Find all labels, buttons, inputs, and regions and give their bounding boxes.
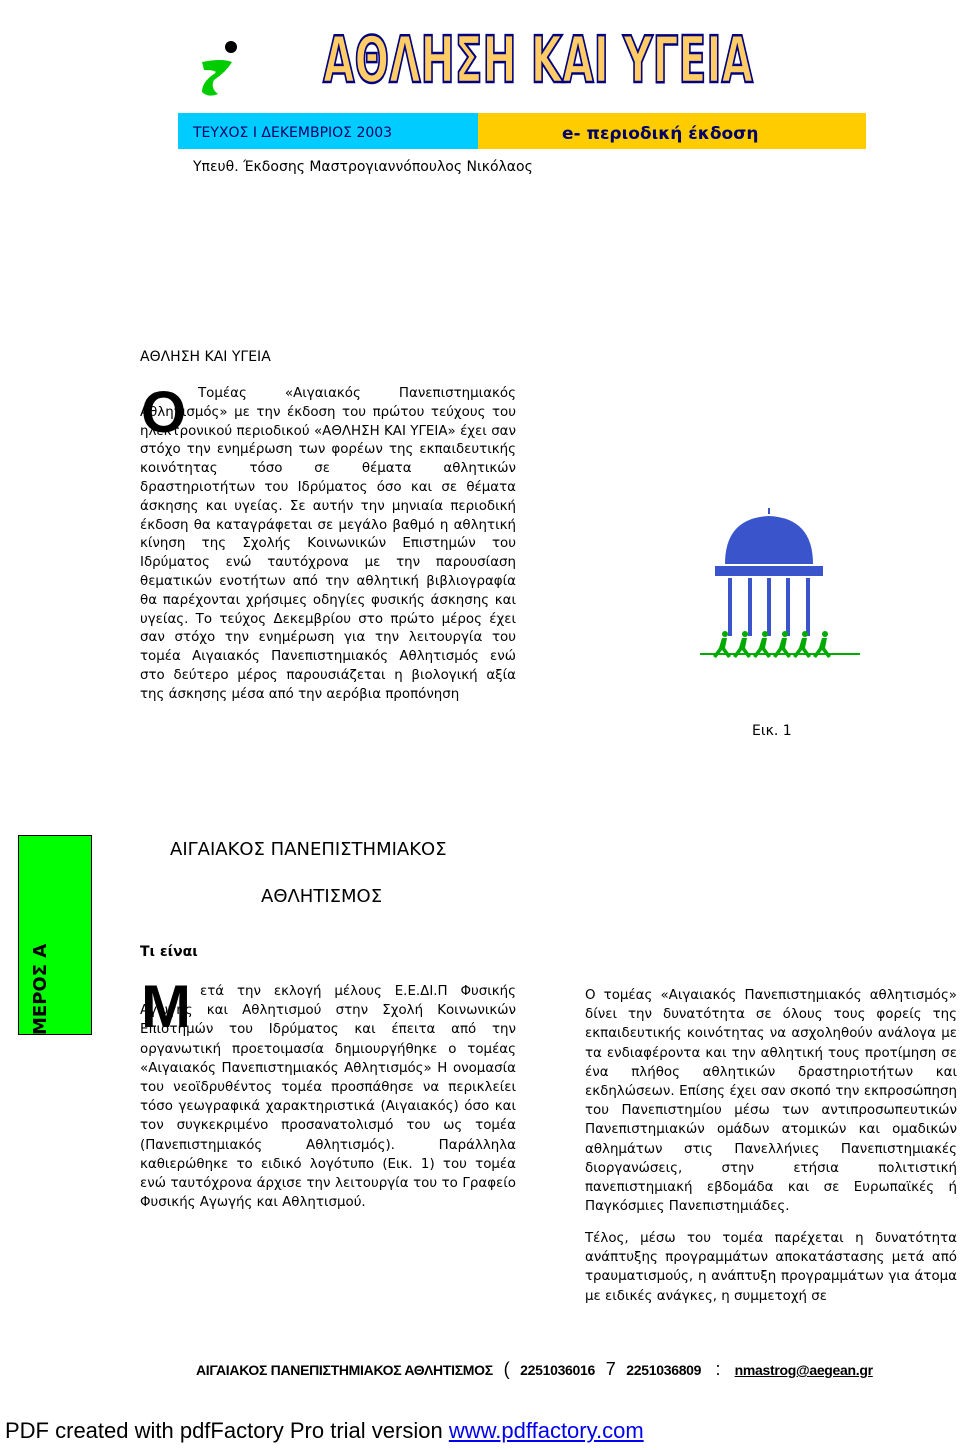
subheading: Τι είναι	[140, 944, 198, 960]
drop-cap: Ο	[141, 380, 187, 445]
section-heading: ΑΘΛΗΣΗ ΚΑΙ ΥΓΕΙΑ	[140, 349, 271, 365]
column-right-text: Ο τομέας «Αιγαιακός Πανεπιστημιακός αθλητισμός» δίνει την δυνατότητα σε όλους τους φορείς της εκπαιδευτικής κοινότητας να ασχοληθούν ανάλογα με τα ενδιαφέροντα και την αθλητική τους προτίμηση σε ένα πλήθος αθλητικών δραστηριοτήτων και εκδηλώσεων. Επίσης έχει σαν σκοπό την εκπροσώπηση του Πανεπιστημίου μέσω των αντιπροσωπευτικών Πανεπιστημιακών ομάδων ατομικών και ομαδικών αθλημάτων στις Πανελλήνιες Πανεπιστημιακές διοργανώσεις, στην ετήσια πολιτιστική πανεπιστημιακή εβδομάδα και σε Ευρωπαϊκές ή Παγκόσμιες Πανεπιστημιάδες.	[585, 988, 957, 1215]
footer-email[interactable]: nmastrog@aegean.gr	[734, 1362, 873, 1378]
intro-text: Τομέας «Αιγαιακός Πανεπιστημιακός Αθλητισμός» με την έκδοση του πρώτου τεύχους του ηλεκτρονικού περιοδικού «ΑΘΛΗΣΗ ΚΑΙ ΥΓΕΙΑ» έχει σαν στόχο την ενημέρωση των φορέων της εκπαιδευτικής κοινότητας τόσο σε θέματα αθλητικών δραστηριοτήτων του Ιδρύματος όσο και σε θέματα άσκησης και υγείας. Σε αυτήν την μηνιαία περιοδική έκδοση θα καταγράφεται σε μεγάλο βαθμό η αθλητική κίνηση της Σχολής Κοινωνικών Επιστημών του Ιδρύματος ενώ ταυτόχρονα με την παρουσίαση θεματικών ενοτήτων από την αθλητική βιβλιογραφία θα παρέχονται χρήσιμες οδηγίες φυσικής άσκησης και υγείας. Το τεύχος Δεκεμβρίου στο πρώτο μέρος έχει σαν στόχο την ενημέρωση για την λειτουργία του τομέα Αιγαιακός Πανεπιστημιακός Αθλητισμός ενώ στο δεύτερο μέρος παρουσιάζεται η βιολογική αξία της άσκησης μέσα από την αερόβια προπόνηση	[140, 386, 516, 702]
logo-runner-icon	[192, 40, 252, 100]
fax-icon: 7	[605, 1359, 616, 1379]
part-heading: ΑΙΓΑΙΑΚΟΣ ΠΑΝΕΠΙΣΤΗΜΙΑΚΟΣ	[170, 839, 447, 860]
column-right-text-2: Τέλος, μέσω του τομέα παρέχεται η δυνατότητα ανάπτυξης προγραμμάτων αποκατάστασης μετά από τραυματισμούς, η ανάπτυξη προγραμμάτων για άτομα με ειδικές ανάγκες, η συμμετοχή σε	[585, 1231, 957, 1304]
pdf-link[interactable]: www.pdffactory.com	[448, 1418, 644, 1443]
intro-paragraph	[140, 380, 516, 705]
footer-phone: 2251036016	[520, 1362, 596, 1378]
edition-label: e- περιοδική έκδοση	[562, 124, 759, 144]
column-left-body: ετά την εκλογή μέλους Ε.Ε.ΔΙ.Π Φυσικής Αγωγής και Αθλητισμού στην Σχολή Κοινωνικών Επιστημών του Ιδρύματος και έπειτα από την οργανωτική προετοιμασία δημιουργήθηκε ο τομέας «Αιγαιακός Πανεπιστημιακός Αθλητισμός» Η ονομασία του νεοϊδρυθέντος τομέα προσπάθησε να περικλείει τόσο γεωγραφικά χαρακτηριστικά (Αιγαιακός) όσο και τον συγκεκριμένο προσανατολισμό του ως τομέα (Πανεπιστημιακός Αθλητισμός). Παράλληλα καθιερώθηκε το ειδικό λογότυπο (Εικ. 1) του τομέα ενώ ταυτόχρονα άρχισε την λειτουργία του το Γραφείο Φυσικής Αγωγής και Αθλητισμού.	[140, 984, 516, 1211]
footer-fax: 2251036809	[626, 1362, 702, 1378]
phone-icon: (	[503, 1359, 510, 1379]
email-icon: :	[715, 1359, 721, 1379]
pdf-notice-text: PDF created with pdfFactory Pro trial version	[5, 1418, 443, 1443]
part-label: ΜΕΡΟΣ Α	[30, 943, 51, 1035]
pdf-notice	[5, 1418, 644, 1444]
issue-label: ΤΕΥΧΟΣ Ι ΔΕΚΕΜΒΡΙΟΣ 2003	[193, 125, 393, 141]
svg-text:ΑΘΛΗΣΗ ΚΑΙ ΥΓΕΙΑ: ΑΘΛΗΣΗ ΚΑΙ ΥΓΕΙΑ	[323, 24, 754, 98]
editor-label: Υπευθ. Έκδοσης Μαστρογιαννόπουλος Νικόλαος	[193, 159, 533, 175]
part-heading-2: ΑΘΛΗΤΙΣΜΟΣ	[261, 886, 383, 907]
drop-cap-m: Μ	[141, 973, 191, 1040]
footer-org: ΑΙΓΑΙΑΚΟΣ ΠΑΝΕΠΙΣΤΗΜΙΑΚΟΣ ΑΘΛΗΤΙΣΜΟΣ	[196, 1362, 493, 1378]
figure-caption: Εικ. 1	[752, 723, 792, 739]
column-left-text	[140, 982, 516, 1212]
footer	[196, 1359, 873, 1380]
university-logo-icon	[700, 508, 860, 678]
banner-title	[318, 20, 758, 98]
